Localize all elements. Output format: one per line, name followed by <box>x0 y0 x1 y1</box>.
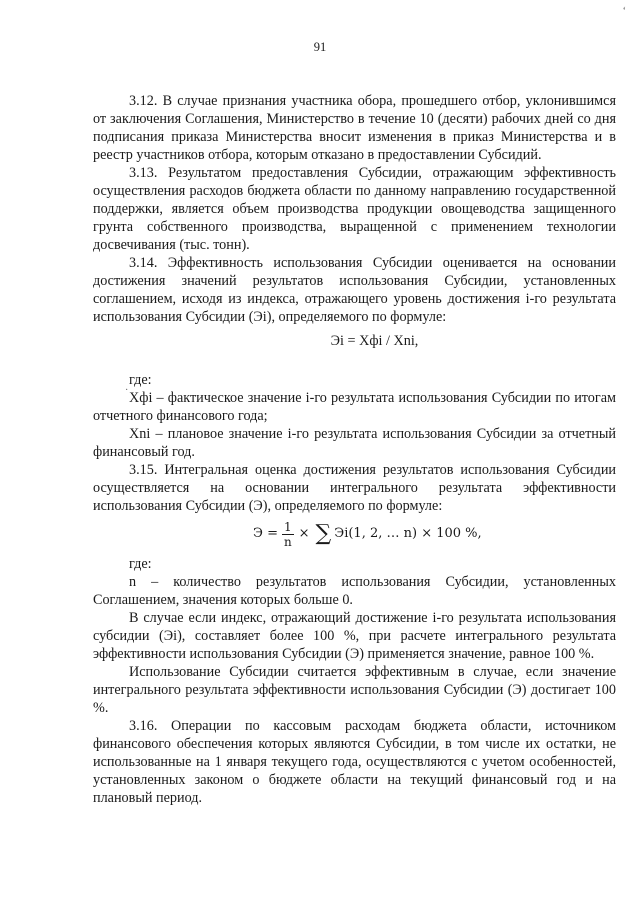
page-number: 91 <box>313 40 327 54</box>
where-label-2: где: <box>129 556 152 572</box>
definition-xni: Хni – плановое значение i-го результата использования Субсидии за отчетный финансовый год. <box>93 426 616 460</box>
document-body <box>93 92 616 807</box>
paragraph-3-13: 3.13. Результатом предоставления Субсидии, отражающим эффективность осуществления расходов бюджета области по данному направлению государственной поддержки, является объем производства продукции овощеводства защищенного грунта собственного производства, выращенной с применением технологии досвечивания (тыс. тонн). <box>93 165 616 253</box>
paragraph-3-12: 3.12. В случае признания участника обора, прошедшего отбор, уклонившимся от заключения Соглашения, Министерство в течение 10 (десяти) рабочих дней со дня подписания приказа Министерства вносит изменения в приказ Министерства и в реестр участников отбора, которым отказано в предоставлении Субсидий. <box>93 93 616 163</box>
sum-sign: ∑ <box>315 521 332 546</box>
formula-efficiency-index: Эi = Хфi / Хni, <box>330 333 419 349</box>
fraction-denominator: n <box>283 534 292 549</box>
definition-xfi: Хфi – фактическое значение i-го результата использования Субсидии по итогам отчетного финансового года; <box>93 390 616 424</box>
definition-n: n – количество результатов использования Субсидии, установленных Соглашением, значения которых больше 0. <box>93 574 616 608</box>
formula-fraction <box>282 520 294 549</box>
where-label-1: где: <box>129 372 152 388</box>
formula-term: Эi(1, 2, … n) × 100 %, <box>334 526 482 541</box>
paragraph-3-15: 3.15. Интегральная оценка достижения результатов использования Субсидии осуществляется на основании интегрального результата эффективности использования Субсидии (Э), определяемого по формуле: <box>93 462 616 514</box>
paragraph-3-14: 3.14. Эффективность использования Субсидии оценивается на основании достижения значений результатов использования Субсидии, установленных соглашением, исходя из индекса, отражающего уровень достижения i-го результата использования Субсидии (Эi), определяемого по формуле: <box>93 255 616 325</box>
paragraph-effective-use: Использование Субсидии считается эффективным в случае, если значение интегрального результата эффективности использования Субсидии (Э) достигает 100 %. <box>93 664 616 716</box>
paragraph-case-over-100: В случае если индекс, отражающий достижение i-го результата использования субсидии (Эi), составляет более 100 %, при расчете интегрального результата эффективности использования Субсидии (Э) применяется значение, равное 100 %. <box>93 610 616 662</box>
formula-integral-result <box>93 516 616 552</box>
formula-lhs: Э = <box>253 526 278 541</box>
corner-scan-mark: ‘ <box>622 6 626 17</box>
fraction-numerator: 1 <box>283 519 292 534</box>
times-sign: × <box>298 526 310 541</box>
stray-scan-mark: · <box>125 385 129 396</box>
paragraph-3-16: 3.16. Операции по кассовым расходам бюджета области, источником финансового обеспечения которых являются Субсидии, в том числе их остатки, не использованные на 1 января текущего года, осуществляются с учетом особенностей, установленных законом о бюджете области на текущий финансовый год и на плановый период. <box>93 718 616 806</box>
spacer <box>93 350 616 371</box>
